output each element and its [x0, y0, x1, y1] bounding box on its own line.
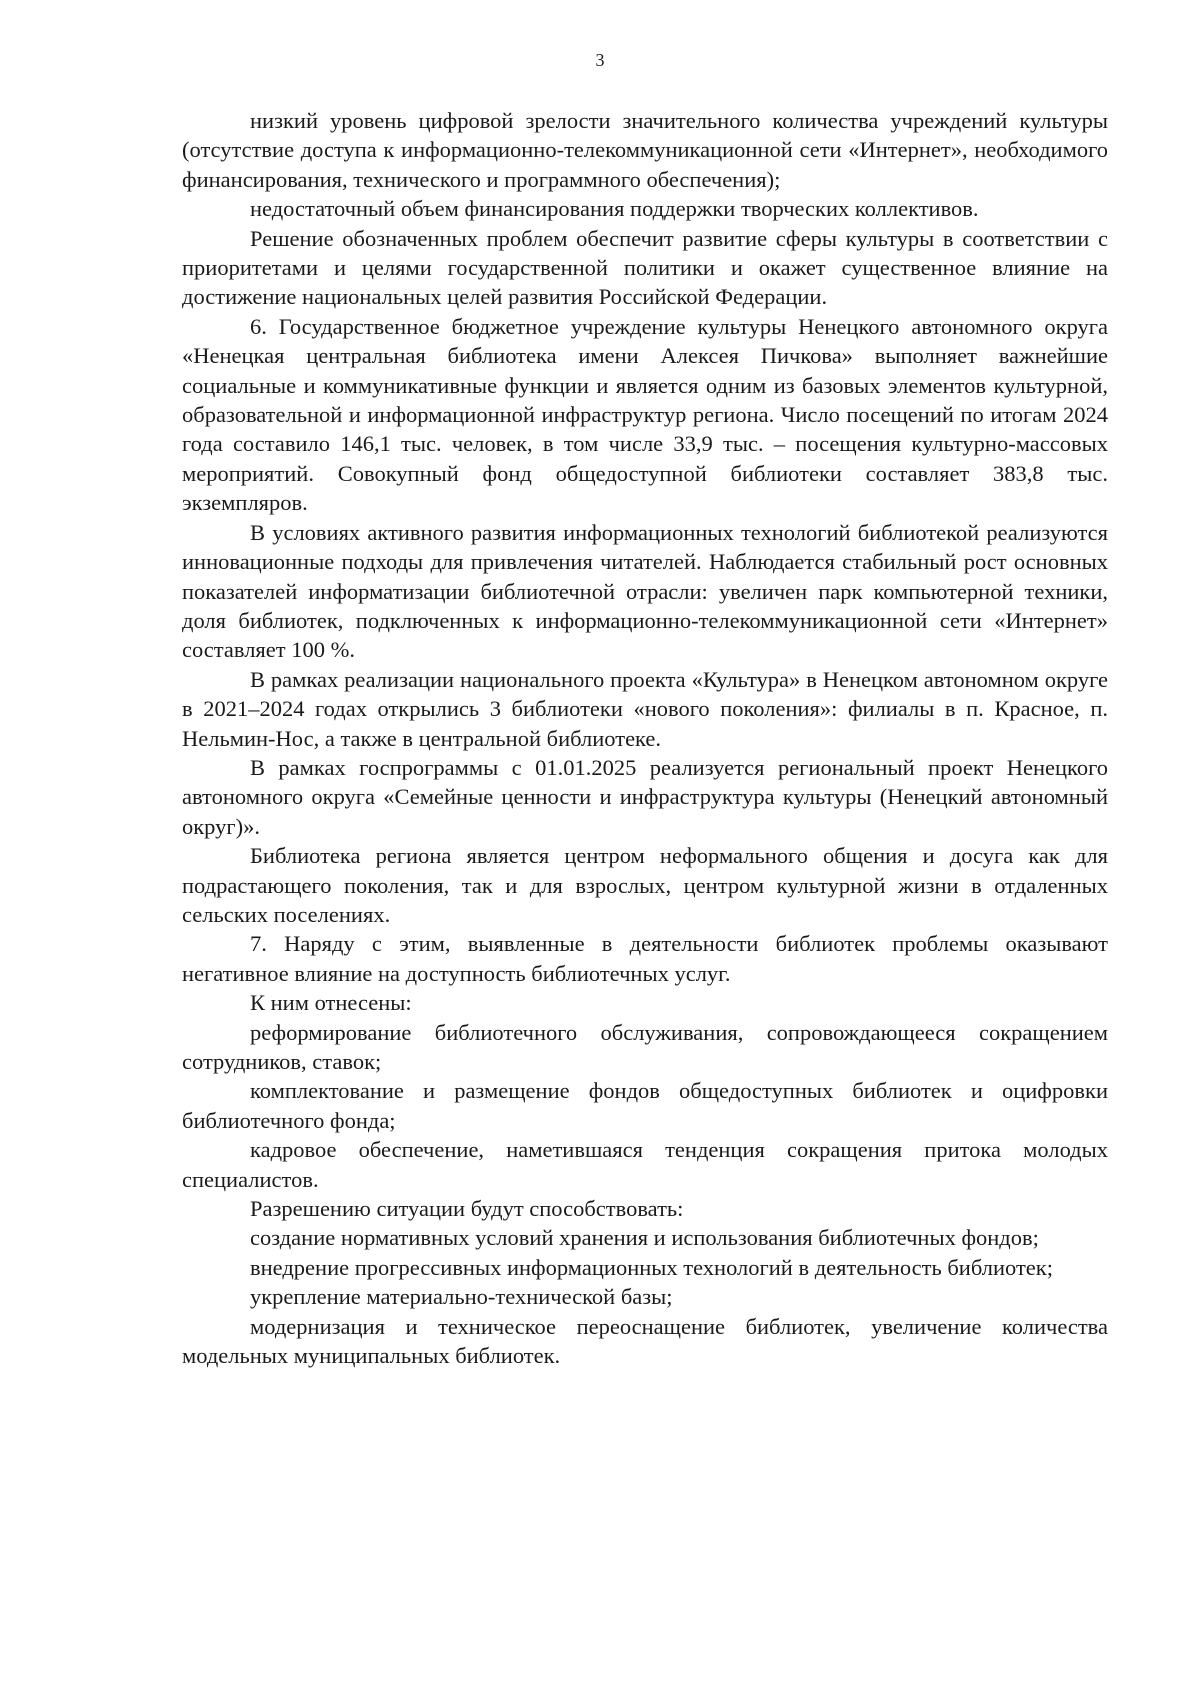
paragraph: 6. Государственное бюджетное учреждение культуры Ненецкого автономного округа «Ненецкая центральная библиотека имени Алексея Пичкова» выполняет важнейшие социальные и коммуникативные функции и является одним из базовых элементов культурной, образовательной и информационной инфраструктур региона. Число посещений по итогам 2024 года составило 146,1 тыс. человек, в том числе 33,9 тыс. – посещения культурно-массовых мероприятий. Совокупный фонд общедоступной библиотеки составляет 383,8 тыс. экземпляров.: [182, 313, 1108, 516]
document-body: [182, 106, 1108, 1370]
list-item: реформирование библиотечного обслуживания, сопровождающееся сокращением сотрудников, ставок;: [182, 1019, 1108, 1074]
paragraph: К ним отнесены:: [250, 990, 412, 1016]
paragraph: В рамках госпрограммы с 01.01.2025 реализуется региональный проект Ненецкого автономного округа «Семейные ценности и инфраструктура культуры (Ненецкий автономный округ)».: [182, 754, 1108, 839]
paragraph: недостаточный объем финансирования поддержки творческих коллективов.: [250, 196, 979, 222]
list-item: комплектование и размещение фондов общедоступных библиотек и оцифровки библиотечного фонда;: [182, 1078, 1108, 1133]
paragraph: В условиях активного развития информационных технологий библиотекой реализуются инновационные подходы для привлечения читателей. Наблюдается стабильный рост основных показателей информатизации библиотечной отрасли: увеличен парк компьютерной техники, доля библиотек, подключенных к информационно-телекоммуникационной сети «Интернет» составляет 100 %.: [182, 519, 1108, 663]
list-item: укрепление материально-технической базы;: [250, 1284, 673, 1310]
paragraph: Решение обозначенных проблем обеспечит развитие сферы культуры в соответствии с приоритетами и целями государственной политики и окажет существенное влияние на достижение национальных целей развития Российской Федерации.: [182, 225, 1108, 310]
paragraph: 7. Наряду с этим, выявленные в деятельности библиотек проблемы оказывают негативное влияние на доступность библиотечных услуг.: [182, 931, 1108, 986]
paragraph: Разрешению ситуации будут способствовать:: [250, 1196, 684, 1222]
paragraph: низкий уровень цифровой зрелости значительного количества учреждений культуры (отсутствие доступа к информационно-телекоммуникационной сети «Интернет», необходимого финансирования, технического и программного обеспечения);: [182, 108, 1108, 192]
list-item: модернизация и техническое переоснащение библиотек, увеличение количества модельных муниципальных библиотек.: [182, 1313, 1108, 1369]
paragraph: В рамках реализации национального проекта «Культура» в Ненецком автономном округе в 2021–2024 годах открылись 3 библиотеки «нового поколения»: филиалы в п. Красное, п. Нельмин-Нос, а также в центральной библиотеке.: [182, 666, 1108, 751]
list-item: кадровое обеспечение, наметившаяся тенденция сокращения притока молодых специалистов.: [182, 1137, 1108, 1192]
paragraph: Библиотека региона является центром неформального общения и досуга как для подрастающего поколения, так и для взрослых, центром культурной жизни в отдаленных сельских поселениях.: [182, 843, 1108, 927]
page-number: 3: [595, 50, 605, 70]
list-item: создание нормативных условий хранения и использования библиотечных фондов;: [250, 1225, 1039, 1251]
list-item: внедрение прогрессивных информационных технологий в деятельность библиотек;: [250, 1254, 1053, 1280]
